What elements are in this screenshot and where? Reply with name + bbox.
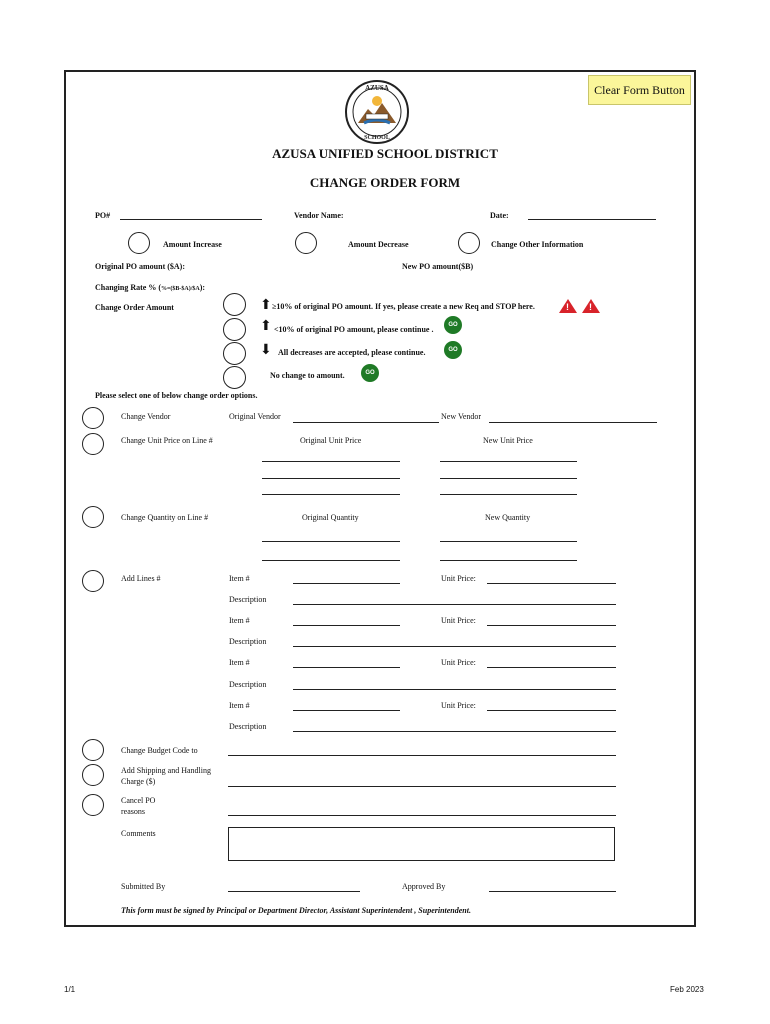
svg-text:AZUSA: AZUSA [365, 84, 389, 92]
description-label: Description [229, 722, 267, 731]
unit-price-label: Unit Price: [441, 701, 476, 710]
shipping-charge-field[interactable] [228, 786, 616, 787]
item-label: Item # [229, 616, 250, 625]
up-arrow-icon: ⬆ [260, 297, 272, 313]
down-arrow-icon: ⬇ [260, 342, 272, 358]
new-quantity-field[interactable] [440, 560, 577, 561]
cancel-po-radio[interactable] [82, 794, 104, 816]
new-unit-price-field[interactable] [440, 478, 577, 479]
change-vendor-label: Change Vendor [121, 412, 171, 421]
up-arrow-icon: ⬆ [260, 318, 272, 334]
amount-increase-label: Amount Increase [163, 240, 222, 249]
original-unit-price-field[interactable] [262, 461, 400, 462]
new-quantity-label: New Quantity [485, 513, 531, 522]
add-lines-label: Add Lines # [121, 574, 161, 583]
description-label: Description [229, 637, 267, 646]
item-field[interactable] [293, 710, 400, 711]
select-prompt: Please select one of below change order options. [95, 391, 258, 400]
go-badge-icon: GO [444, 316, 462, 334]
threshold-no-change-label: No change to amount. [270, 371, 345, 380]
description-field[interactable] [293, 689, 616, 690]
change-other-label: Change Other Information [491, 240, 584, 249]
new-unit-price-field[interactable] [440, 494, 577, 495]
form-frame [64, 70, 696, 927]
threshold-radio-under-10[interactable] [223, 318, 246, 341]
unit-price-field[interactable] [487, 625, 616, 626]
change-unit-price-radio[interactable] [82, 433, 104, 455]
vendor-name-label: Vendor Name: [294, 211, 344, 220]
warning-icon: ! [582, 299, 600, 313]
unit-price-label: Unit Price: [441, 574, 476, 583]
submitted-by-label: Submitted By [121, 882, 166, 891]
item-field[interactable] [293, 667, 400, 668]
original-po-amount-label: Original PO amount ($A): [95, 262, 185, 271]
submitted-by-field[interactable] [228, 891, 360, 892]
description-field[interactable] [293, 731, 616, 732]
item-field[interactable] [293, 583, 400, 584]
svg-text:SCHOOL: SCHOOL [364, 135, 390, 141]
amount-decrease-label: Amount Decrease [348, 240, 409, 249]
comments-textarea[interactable] [228, 827, 615, 861]
threshold-under-10-label: <10% of original PO amount, please continue . [274, 325, 434, 334]
new-quantity-field[interactable] [440, 541, 577, 542]
go-badge-icon: GO [361, 364, 379, 382]
approved-by-field[interactable] [489, 891, 616, 892]
new-vendor-field[interactable] [489, 422, 657, 423]
change-budget-label: Change Budget Code to [121, 746, 198, 755]
item-field[interactable] [293, 625, 400, 626]
add-shipping-radio[interactable] [82, 764, 104, 786]
date-field[interactable] [528, 219, 656, 220]
threshold-over-10-label: ≥10% of original PO amount. If yes, please create a new Req and STOP here. [272, 302, 535, 311]
signature-note: This form must be signed by Principal or Department Director, Assistant Superintendent , Superintendent. [121, 906, 471, 915]
change-vendor-radio[interactable] [82, 407, 104, 429]
add-lines-radio[interactable] [82, 570, 104, 592]
comments-label: Comments [121, 829, 156, 838]
unit-price-field[interactable] [487, 710, 616, 711]
go-badge-icon: GO [444, 341, 462, 359]
new-unit-price-label: New Unit Price [483, 436, 533, 445]
add-shipping-label: Add Shipping and Handling [121, 766, 211, 775]
amount-decrease-radio[interactable] [295, 232, 317, 254]
change-other-radio[interactable] [458, 232, 480, 254]
budget-code-field[interactable] [228, 755, 616, 756]
approved-by-label: Approved By [402, 882, 446, 891]
description-label: Description [229, 680, 267, 689]
threshold-radio-decrease[interactable] [223, 342, 246, 365]
change-quantity-radio[interactable] [82, 506, 104, 528]
description-field[interactable] [293, 604, 616, 605]
original-vendor-label: Original Vendor [229, 412, 281, 421]
original-quantity-label: Original Quantity [302, 513, 359, 522]
threshold-decrease-label: All decreases are accepted, please continue. [278, 348, 426, 357]
item-label: Item # [229, 701, 250, 710]
po-field[interactable] [120, 219, 262, 220]
clear-form-button[interactable]: Clear Form Button [588, 75, 691, 105]
change-quantity-label: Change Quantity on Line # [121, 513, 209, 522]
original-quantity-field[interactable] [262, 560, 400, 561]
footer-date: Feb 2023 [670, 985, 704, 994]
page-number: 1/1 [64, 985, 76, 994]
cancel-reasons-field[interactable] [228, 815, 616, 816]
item-label: Item # [229, 574, 250, 583]
item-label: Item # [229, 658, 250, 667]
unit-price-label: Unit Price: [441, 658, 476, 667]
threshold-radio-no-change[interactable] [223, 366, 246, 389]
unit-price-label: Unit Price: [441, 616, 476, 625]
cancel-po-label-2: reasons [121, 807, 145, 816]
unit-price-field[interactable] [487, 583, 616, 584]
cancel-po-label: Cancel PO [121, 796, 156, 805]
new-vendor-label: New Vendor [441, 412, 482, 421]
changing-rate-label: Changing Rate % (%=($B-$A)/$A): [95, 283, 206, 292]
change-unit-price-label: Change Unit Price on Line # [121, 436, 213, 445]
amount-increase-radio[interactable] [128, 232, 150, 254]
original-vendor-field[interactable] [293, 422, 439, 423]
description-field[interactable] [293, 646, 616, 647]
change-budget-radio[interactable] [82, 739, 104, 761]
original-unit-price-field[interactable] [262, 494, 400, 495]
date-label: Date: [490, 211, 509, 220]
description-label: Description [229, 595, 267, 604]
original-unit-price-label: Original Unit Price [300, 436, 362, 445]
district-title: AZUSA UNIFIED SCHOOL DISTRICT [272, 146, 498, 161]
threshold-radio-over-10[interactable] [223, 293, 246, 316]
warning-icon: ! [559, 299, 577, 313]
po-label: PO# [95, 211, 111, 220]
change-order-amount-label: Change Order Amount [95, 303, 174, 312]
new-po-amount-label: New PO amount($B) [402, 262, 474, 271]
original-quantity-field[interactable] [262, 541, 400, 542]
unit-price-field[interactable] [487, 667, 616, 668]
new-unit-price-field[interactable] [440, 461, 577, 462]
district-seal-logo [344, 79, 410, 145]
add-shipping-label-2: Charge ($) [121, 777, 156, 786]
form-title: CHANGE ORDER FORM [309, 175, 461, 190]
original-unit-price-field[interactable] [262, 478, 400, 479]
